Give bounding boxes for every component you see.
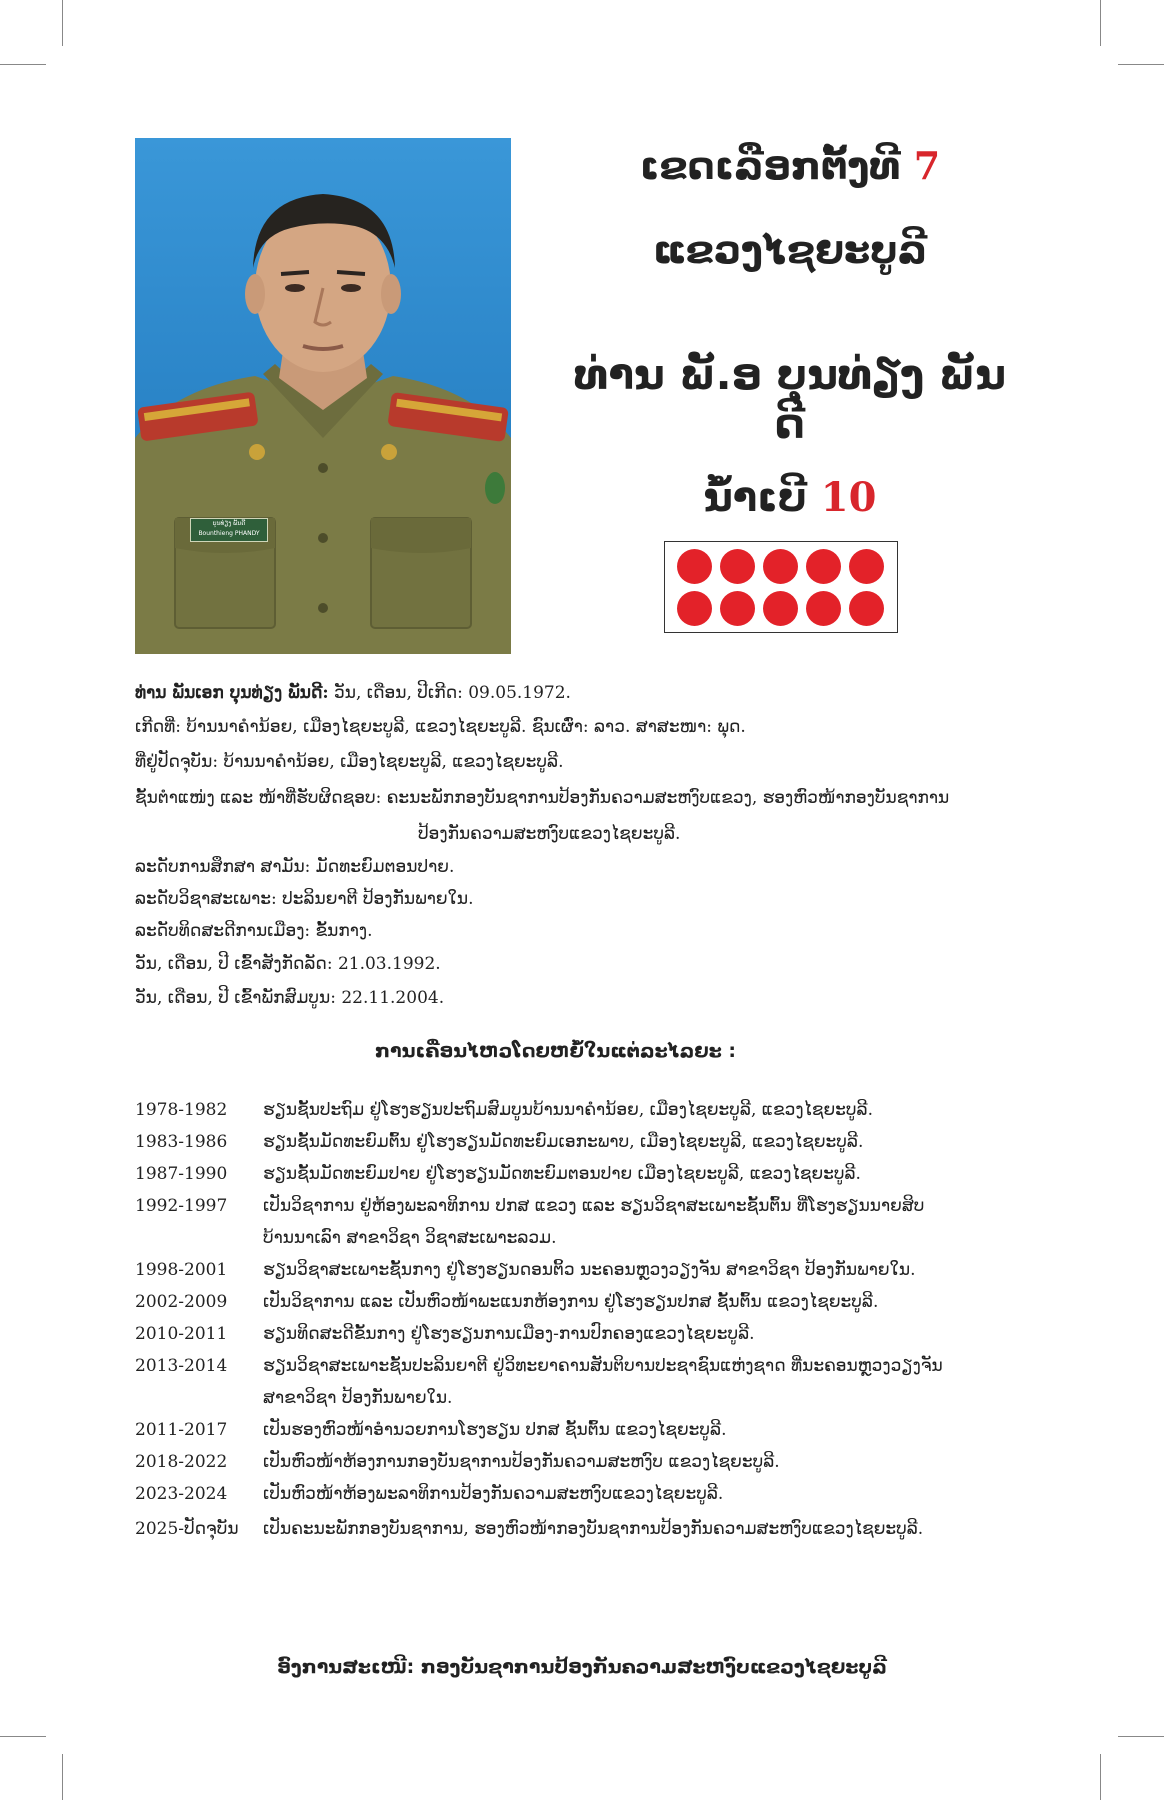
ballot-dot	[806, 591, 841, 626]
timeline-text: ເປັນຫົວໜ້າຫ້ອງພະລາທິການປ້ອງກັນຄວາມສະຫງົບແຂວງໄຊຍະບູລີ.	[263, 1484, 724, 1504]
timeline-text: ເປັນຮອງຫົວໜ້າອໍານວຍການໂຮງຮຽນ ປກສ ຊັ້ນຕົ້ນ ແຂວງໄຊຍະບູລີ.	[263, 1420, 727, 1440]
timeline-text: ຮຽນຊັ້ນປະຖົມ ຢູ່ໂຮງຮຽນປະຖົມສົມບູນບ້ານນາຄໍານ້ອຍ, ເມືອງໄຊຍະບູລີ, ແຂວງໄຊຍະບູລີ.	[263, 1100, 873, 1120]
timeline-text: ຮຽນທິດສະດີຂັ້ນກາງ ຢູ່ໂຮງຮຽນການເມືອງ-ການປົກຄອງແຂວງໄຊຍະບູລີ.	[263, 1324, 755, 1344]
constituency-label: ເຂດເລືອກຕັ້ງທີ	[639, 144, 901, 188]
name-tag	[190, 518, 268, 542]
timeline-text-cont: ສາຂາວິຊາ ປ້ອງກັນພາຍໃນ.	[263, 1388, 453, 1408]
bio-line-specialty: ລະດັບວິຊາສະເພາະ: ປະລິນຍາຕີ ປ້ອງກັນພາຍໃນ.	[135, 889, 474, 909]
timeline-text: ຮຽນວິຊາສະເພາະຊັ້ນກາງ ຢູ່ໂຮງຮຽນດອນຕິ້ວ ນະຄອນຫຼວງວຽງຈັນ ສາຂາວິຊາ ປ້ອງກັນພາຍໃນ.	[263, 1260, 916, 1280]
timeline-years: 2023-2024	[135, 1484, 228, 1504]
timeline-text: ເປັນຫົວໜ້າຫ້ອງການກອງບັນຊາການປ້ອງກັນຄວາມສະຫງົບ ແຂວງໄຊຍະບູລີ.	[263, 1452, 780, 1472]
portrait-illustration	[135, 138, 511, 654]
bio-line-political-theory: ລະດັບທິດສະດີການເມືອງ: ຂັ້ນກາງ.	[135, 921, 373, 941]
timeline-years: 2002-2009	[135, 1292, 228, 1312]
timeline-years: 2025-ປັດຈຸບັນ	[135, 1519, 239, 1539]
timeline-text: ເປັນຄະນະພັກກອງບັນຊາການ, ຮອງຫົວໜ້າກອງບັນຊາການປ້ອງກັນຄວາມສະຫງົບແຂວງໄຊຍະບູລີ.	[263, 1519, 924, 1539]
ballot-number: 10	[820, 474, 877, 521]
timeline-years: 2018-2022	[135, 1452, 228, 1472]
bio-line-party-membership: ວັນ, ເດືອນ, ປີ ເຂົ້າພັກສົມບູນ: 22.11.2004.	[135, 988, 445, 1008]
name-tag-line1: ບຸນທ່ຽງ ພັນດີ	[212, 520, 246, 527]
timeline-years: 2013-2014	[135, 1356, 228, 1376]
section-title: ການເຄື່ອນໄຫວໂດຍຫຍໍ້ໃນແຕ່ລະໄລຍະ :	[375, 1040, 737, 1062]
bio-line-birthplace: ເກີດທີ່: ບ້ານນາຄໍານ້ອຍ, ເມືອງໄຊຍະບູລີ, ແຂວງໄຊຍະບູລີ. ຊົນເຜົ່າ: ລາວ. ສາສະໜາ: ພຸດ.	[135, 717, 746, 737]
timeline-years: 1998-2001	[135, 1260, 228, 1280]
bio-line-position: ຊັ້ນຕໍາແໜ່ງ ແລະ ໜ້າທີ່ຮັບຜິດຊອບ: ຄະນະພັກກອງບັນຊາການປ້ອງກັນຄວາມສະຫງົບແຂວງ, ຮອງຫົວໜ້າກອງບັນຊາການ	[135, 788, 950, 808]
timeline-years: 1978-1982	[135, 1100, 228, 1120]
crop-mark	[1118, 64, 1164, 65]
crop-mark	[0, 1736, 46, 1737]
ballot-number-heading	[560, 474, 1020, 521]
timeline-years: 1987-1990	[135, 1164, 228, 1184]
ballot-dot	[763, 591, 798, 626]
ballot-dots-box	[664, 541, 898, 633]
timeline-text: ເປັນວິຊາການ ແລະ ເປັນຫົວໜ້າພະແນກຫ້ອງການ ຢູ່ໂຮງຮຽນປກສ ຊັ້ນຕົ້ນ ແຂວງໄຊຍະບູລີ.	[263, 1292, 879, 1312]
crop-mark	[62, 1754, 63, 1800]
bio-line-education: ລະດັບການສຶກສາ ສາມັນ: ມັດທະຍົມຕອນປາຍ.	[135, 857, 455, 877]
ballot-dot	[849, 549, 884, 584]
ballot-dot	[720, 591, 755, 626]
ballot-label: ນໍ້າເບີ	[703, 475, 807, 521]
timeline-text-cont: ບ້ານນາເລົາ ສາຂາວິຊາ ວິຊາສະເພາະລວມ.	[263, 1228, 557, 1248]
ballot-dot	[677, 591, 712, 626]
name-tag-line2: Bounthieng PHANDY	[198, 530, 260, 537]
timeline-text: ຮຽນຊັ້ນມັດທະຍົມຕົ້ນ ຢູ່ໂຮງຮຽນມັດທະຍົມເອກະພາບ, ເມືອງໄຊຍະບູລີ, ແຂວງໄຊຍະບູລີ.	[263, 1132, 864, 1152]
crop-mark	[1100, 0, 1101, 46]
crop-mark	[0, 64, 46, 65]
ballot-dot	[720, 549, 755, 584]
crop-mark	[1118, 1736, 1164, 1737]
crop-mark	[1100, 1754, 1101, 1800]
ballot-dot	[849, 591, 884, 626]
timeline-years: 2010-2011	[135, 1324, 228, 1344]
timeline-text: ຮຽນວິຊາສະເພາະຊັ້ນປະລິນຍາຕີ ຢູ່ວິທະຍາຄານສັນຕິບານປະຊາຊົນແຫ່ງຊາດ ທີ່ນະຄອນຫຼວງວຽງຈັນ	[263, 1356, 943, 1376]
footer-proposer: ອົງການສະເໜີ: ກອງບັນຊາການປ້ອງກັນຄວາມສະຫງົບແຂວງໄຊຍະບູລີ	[277, 1656, 887, 1678]
candidate-name-heading: ທ່ານ ພັ.ອ ບຸນທ່ຽງ ພັນດີ	[574, 350, 1006, 448]
bio-line-address: ທີ່ຢູ່ປັດຈຸບັນ: ບ້ານນາຄໍານ້ອຍ, ເມືອງໄຊຍະບູລີ, ແຂວງໄຊຍະບູລີ.	[135, 752, 564, 772]
bio-line-birthdate	[135, 682, 1035, 704]
timeline-years: 1983-1986	[135, 1132, 228, 1152]
timeline-text: ຮຽນຊັ້ນມັດທະຍົມປາຍ ຢູ່ໂຮງຮຽນມັດທະຍົມຕອນປາຍ ເມືອງໄຊຍະບູລີ, ແຂວງໄຊຍະບູລີ.	[263, 1164, 861, 1184]
bio-line-position-cont: ປ້ອງກັນຄວາມສະຫງົບແຂວງໄຊຍະບູລີ.	[418, 824, 681, 844]
bio-birthdate: ວັນ, ເດືອນ, ປີເກີດ: 09.05.1972.	[328, 683, 571, 703]
candidate-photo	[135, 138, 511, 654]
bio-name: ທ່ານ ພັນເອກ ບຸນທ່ຽງ ພັນດີ:	[135, 683, 329, 703]
province-heading: ແຂວງໄຊຍະບູລີ	[652, 228, 927, 272]
bio-line-state-service: ວັນ, ເດືອນ, ປີ ເຂົ້າສັງກັດລັດ: 21.03.1992.	[135, 954, 441, 974]
ballot-dot	[677, 549, 712, 584]
constituency-heading	[560, 143, 1020, 188]
crop-mark	[62, 0, 63, 46]
constituency-number: 7	[913, 143, 941, 188]
ballot-dot	[763, 549, 798, 584]
timeline-years: 2011-2017	[135, 1420, 228, 1440]
ballot-dot	[806, 549, 841, 584]
timeline-text: ເປັນວິຊາການ ຢູ່ຫ້ອງພະລາທິການ ປກສ ແຂວງ ແລະ ຮຽນວິຊາສະເພາະຊັ້ນຕົ້ນ ທີ່ໂຮງຮຽນນາຍສິບ	[263, 1196, 925, 1216]
timeline-years: 1992-1997	[135, 1196, 228, 1216]
